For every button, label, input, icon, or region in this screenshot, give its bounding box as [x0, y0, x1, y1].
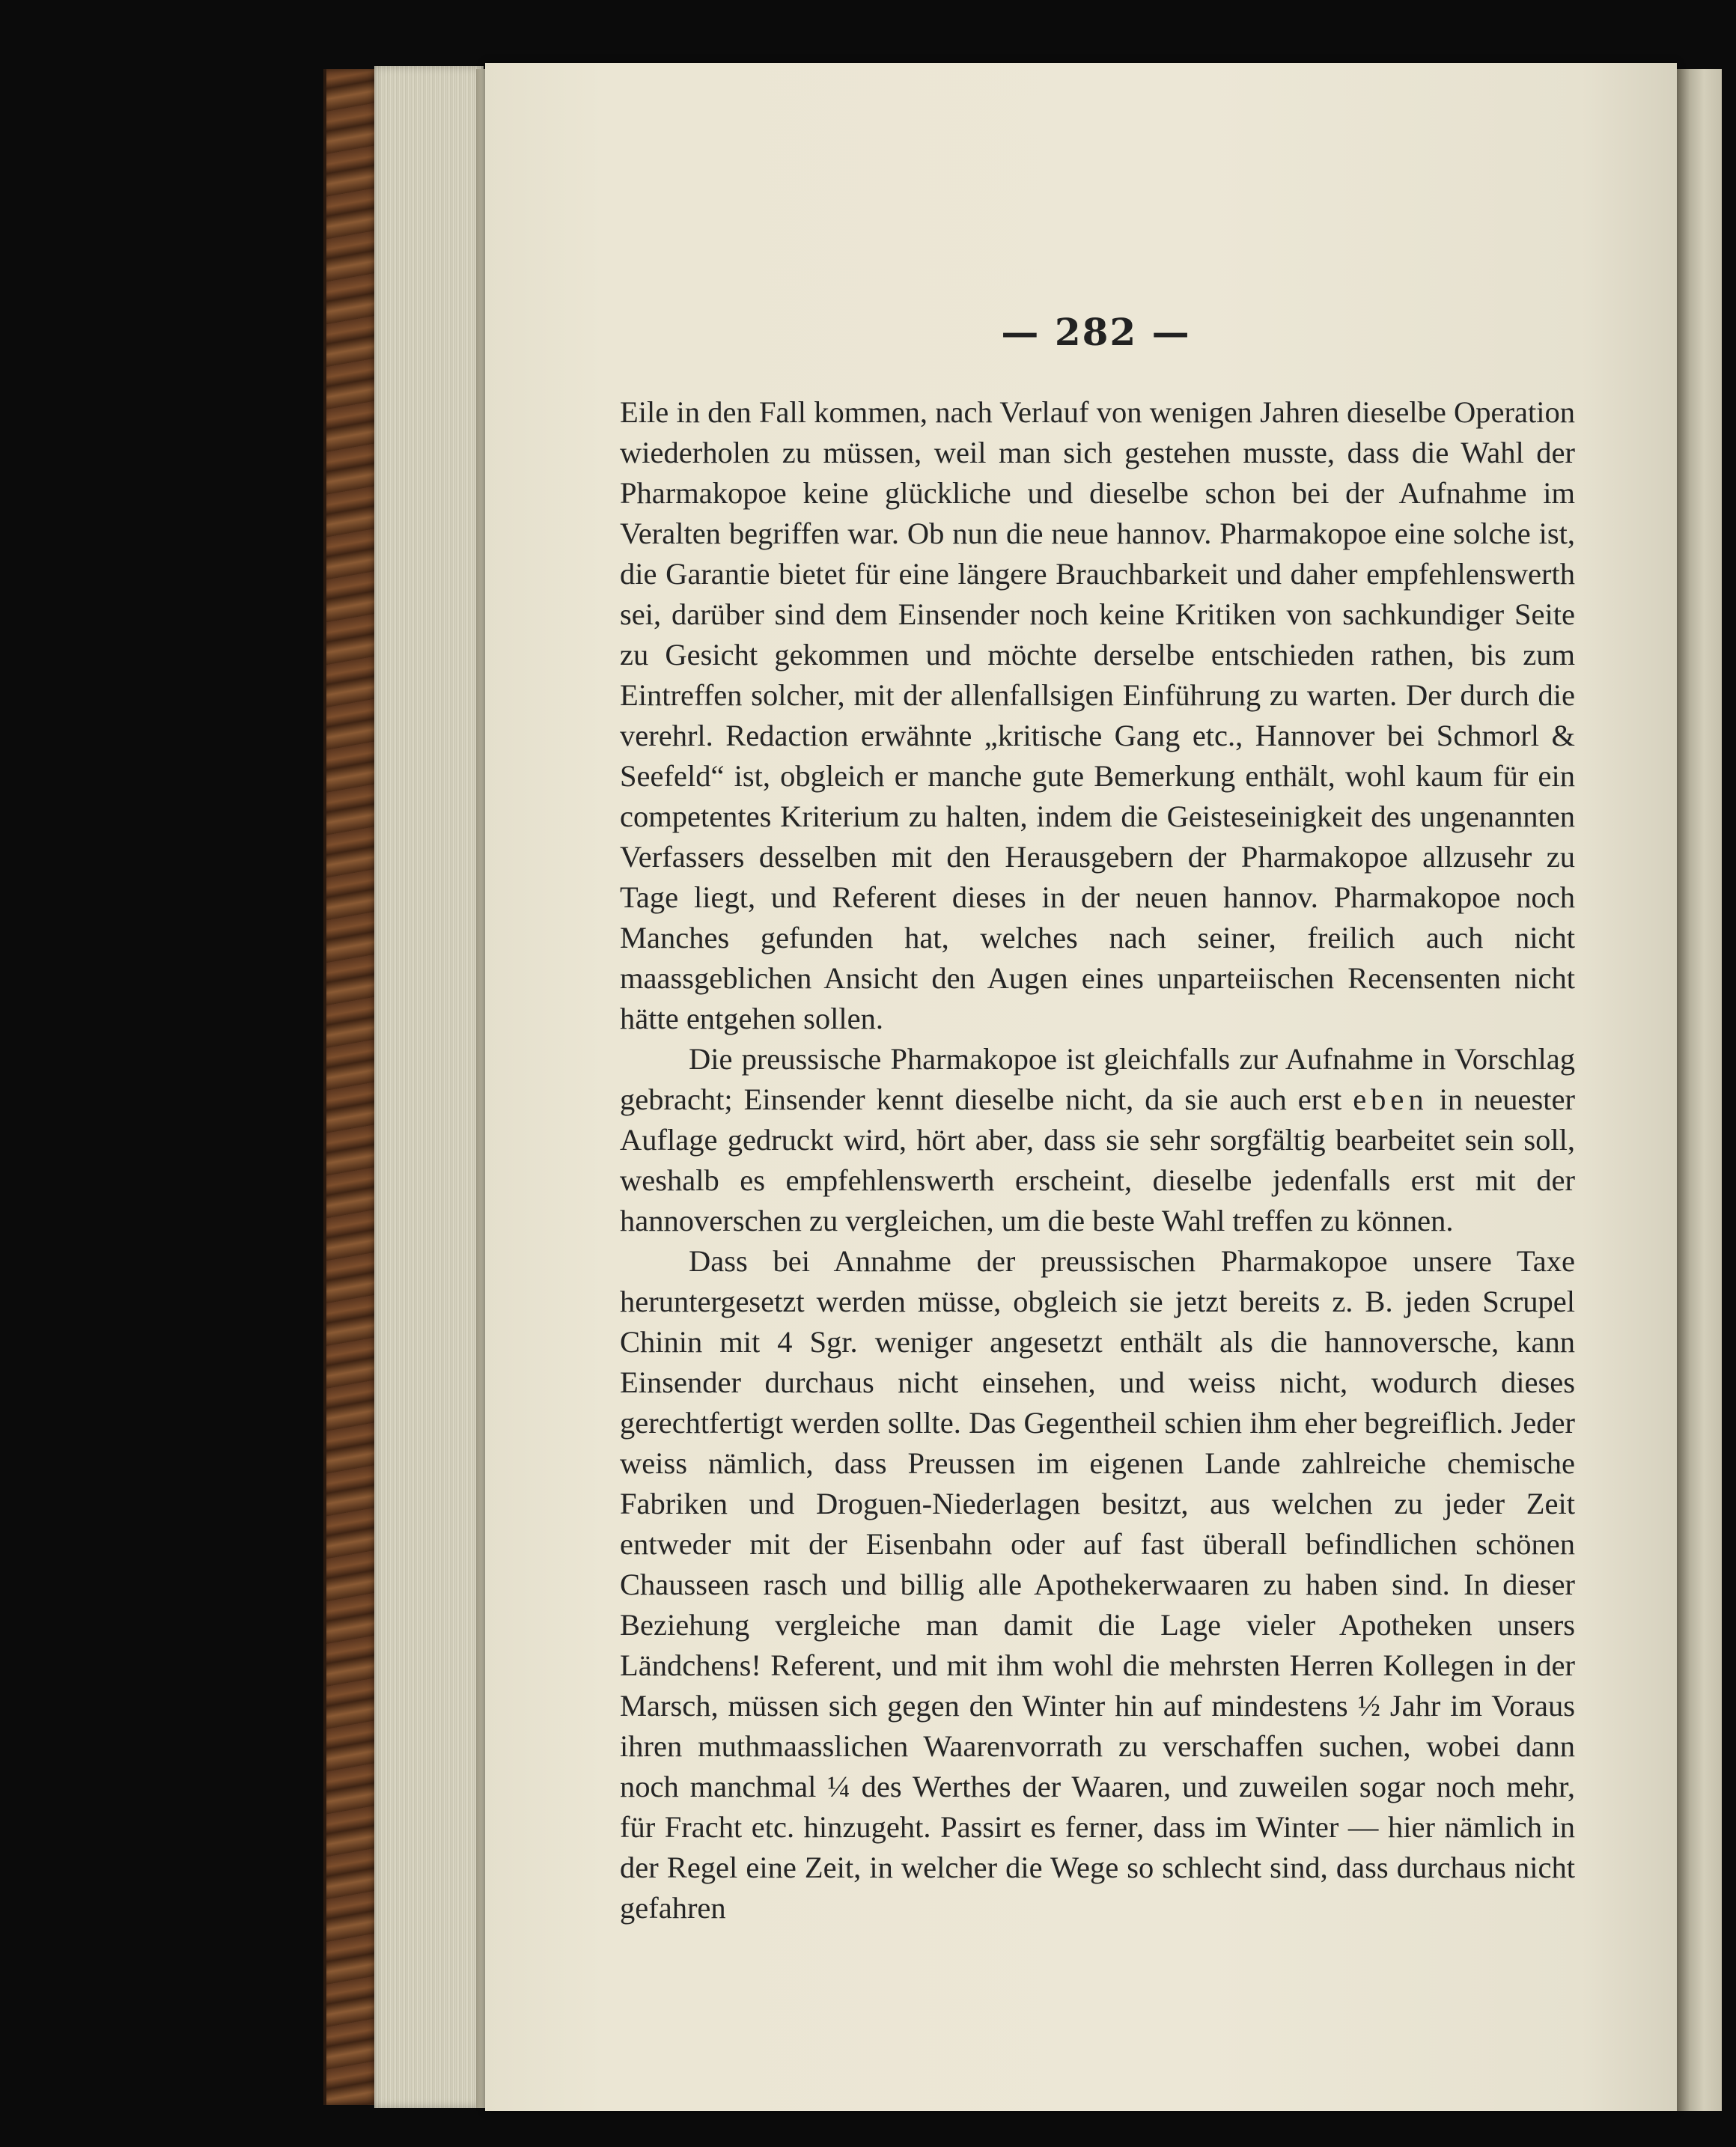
paragraph-2-emphasis: eben [1353, 1082, 1428, 1116]
paragraph-2-text-before: Die preussische Pharmakopoe ist gleichfalls zur Aufnahme in Vorschlag gebracht; Einsender kennt dieselbe nicht, da sie auch erst [620, 1042, 1575, 1116]
book-page [485, 63, 1677, 2111]
paragraph-3: Dass bei Annahme der preussischen Pharmakopoe unsere Taxe heruntergesetzt werden müsse, obgleich sie jetzt bereits z. B. jeden Scrupel Chinin mit 4 Sgr. weniger angesetzt enthält als die hannoversche, kann Einsender durchaus nicht einsehen, und weiss nicht, wodurch dieses gerechtfertigt werden sollte. Das Gegentheil schien ihm eher begreiflich. Jeder weiss nämlich, dass Preussen im eigenen Lande zahlreiche chemische Fabriken und Droguen-Niederlagen besitzt, aus welchen zu jeder Zeit entweder mit der Eisenbahn oder auf fast überall befindlichen schönen Chausseen rasch und billig alle Apothekerwaaren zu haben sind. In dieser Beziehung vergleiche man damit die Lage vieler Apotheken unsers Ländchens! Referent, und mit ihm wohl die mehrsten Herren Kollegen in der Marsch, müssen sich gegen den Winter hin auf mindestens ½ Jahr im Voraus ihren muthmaasslichen Waarenvorrath zu verschaffen suchen, wobei dann noch manchmal ¼ des Werthes der Waaren, und zuweilen sogar noch mehr, für Fracht etc. hinzugeht. Passirt es ferner, dass im Winter — hier nämlich in der Regel eine Zeit, in welcher die Wege so schlecht sind, dass durchaus nicht gefahren [620, 1244, 1575, 1925]
page-edges [374, 66, 484, 2108]
paragraph-1: Eile in den Fall kommen, nach Verlauf von wenigen Jahren dieselbe Operation wiederholen zu müssen, weil man sich gestehen musste, dass die Wahl der Pharmakopoe keine glückliche und dieselbe schon bei der Aufnahme im Veralten begriffen war. Ob nun die neue hannov. Pharmakopoe eine solche ist, die Garantie bietet für eine längere Brauchbarkeit und daher empfehlenswerth sei, darüber sind dem Einsender noch keine Kritiken von sachkundiger Seite zu Gesicht gekommen und möchte derselbe entschieden rathen, bis zum Eintreffen solcher, mit der allenfallsigen Einführung zu warten. Der durch die verehrl. Redaction erwähnte „kritische Gang etc., Hannover bei Schmorl & Seefeld“ ist, obgleich er manche gute Bemerkung enthält, wohl kaum für ein competentes Kriterium zu halten, indem die Geisteseinigkeit des ungenannten Verfassers desselben mit den Herausgebern der Pharmakopoe allzusehr zu Tage liegt, und Referent dieses in der neuen hannov. Pharmakopoe noch Manches gefunden hat, welches nach seiner, freilich auch nicht maassgeblichen Ansicht den Augen eines unparteiischen Recensenten nicht hätte entgehen sollen. [620, 395, 1575, 1035]
paragraph-2-text-after: in neuester Auflage gedruckt wird, hört aber, dass sie sehr sorgfältig bearbeitet sein soll, weshalb es empfehlenswerth erscheint, dieselbe jedenfalls erst mit der hannoverschen zu vergleichen, um die beste Wahl treffen zu können. [620, 1082, 1575, 1237]
marbled-book-cover [323, 69, 379, 2105]
page-number: — 282 — [1001, 310, 1191, 354]
paragraph-2 [620, 1039, 1575, 1241]
facing-page-edge [1677, 69, 1722, 2111]
body-text [620, 392, 1575, 1928]
